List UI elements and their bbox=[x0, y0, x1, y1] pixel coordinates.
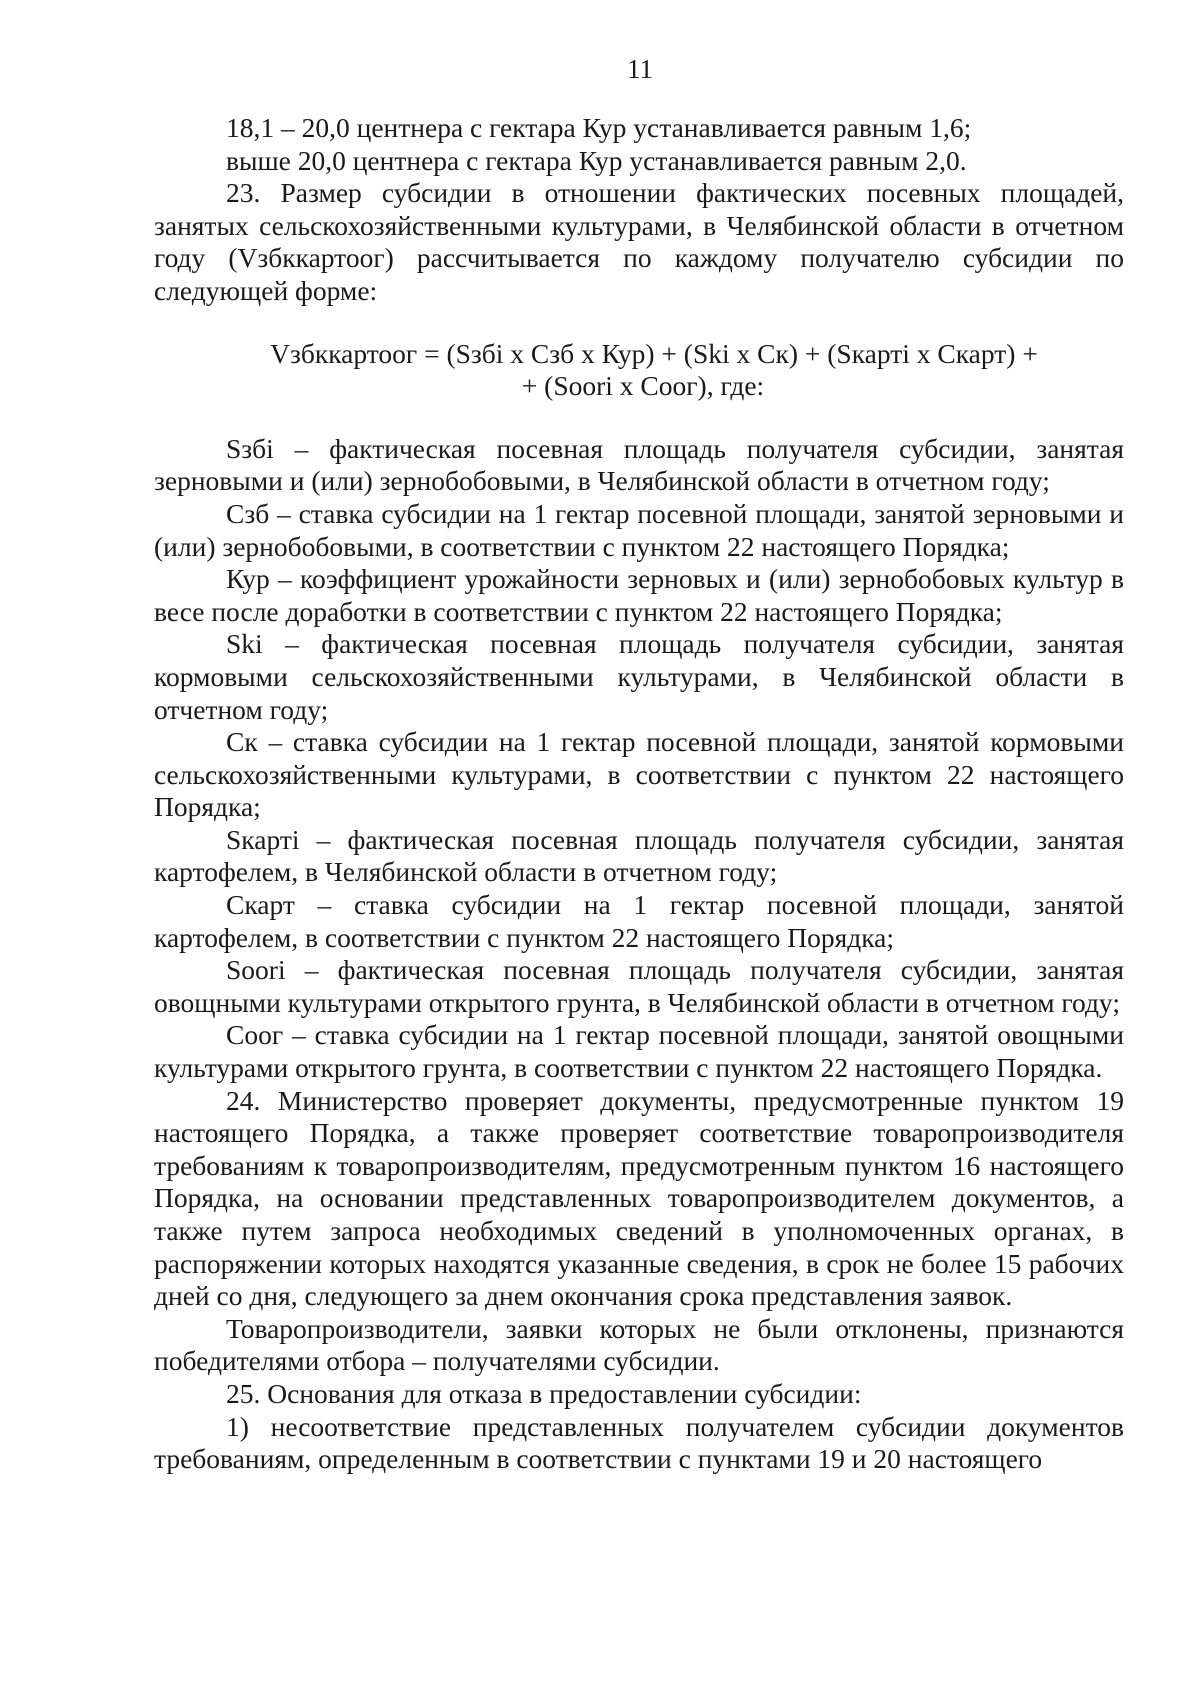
paragraph-winners: Товаропроизводители, заявки которых не были отклонены, признаются победителями отбора – получателями субсидии. bbox=[154, 1312, 1124, 1377]
paragraph-yield-above: выше 20,0 центнера с гектара Кур устанавливается равным 2,0. bbox=[226, 144, 967, 176]
formula-line-1: Vзбккартоог = (Sзбi x Сзб x Кур) + (Skі x Ск) + (Sкартi x Скарт) + bbox=[270, 337, 1038, 369]
paragraph-24: 24. Министерство проверяет документы, предусмотренные пунктом 19 настоящего Порядка, а также проверяет соответствие товаропроизводителя требованиям к товаропроизводителям, предусмотренным пунктом 16 настоящего Порядка, на основании представленных товаропроизводителем документов, а также путем запроса необходимых сведений в уполномоченных органах, в распоряжении которых находятся указанные сведения, в срок не более 15 рабочих дней со дня, следующего за днем окончания срока представления заявок. bbox=[154, 1084, 1124, 1312]
paragraph-23: 23. Размер субсидии в отношении фактических посевных площадей, занятых сельскохозяйственными культурами, в Челябинской области в отчетном году (Vзбккартоог) рассчитывается по каждому получателю субсидии по следующей форме: bbox=[154, 177, 1124, 306]
paragraph-25-item-1: 1) несоответствие представленных получателем субсидии документов требованиям, определенным в соответствии с пунктами 19 и 20 настоящего bbox=[154, 1410, 1124, 1475]
page-number: 11 bbox=[627, 54, 653, 84]
subsidy-formula bbox=[154, 338, 1124, 403]
definition-soog: Соог – ставка субсидии на 1 гектар посевной площади, занятой овощными культурами открытого грунта, в соответствии с пунктом 22 настоящего Порядка. bbox=[154, 1019, 1124, 1084]
definition-ski: Skі – фактическая посевная площадь получателя субсидии, занятая кормовыми сельскохозяйственными культурами, в Челябинской области в отчетном году; bbox=[154, 628, 1124, 725]
definition-skart: Скарт – ставка субсидии на 1 гектар посевной площади, занятой картофелем, в соответствии с пунктом 22 настоящего Порядка; bbox=[154, 889, 1124, 953]
paragraph-25: 25. Основания для отказа в предоставлении субсидии: bbox=[226, 1377, 862, 1409]
formula-line-2: + (Soorі x Соог), где: bbox=[521, 370, 765, 402]
document-body bbox=[154, 112, 1124, 1476]
definition-szb: Сзб – ставка субсидии на 1 гектар посевной площади, занятой зерновыми и (или) зернобобовыми, в соответствии с пунктом 22 настоящего Порядка; bbox=[154, 497, 1124, 562]
definition-soori: Soorі – фактическая посевная площадь получателя субсидии, занятая овощными культурами открытого грунта, в Челябинской области в отчетном году; bbox=[154, 954, 1124, 1018]
definition-kur: Кур – коэффициент урожайности зерновых и (или) зернобобовых культур в весе после доработки в соответствии с пунктом 22 настоящего Порядка; bbox=[154, 563, 1124, 627]
definition-sk: Ск – ставка субсидии на 1 гектар посевной площади, занятой кормовыми сельскохозяйственными культурами, в соответствии с пунктом 22 настоящего Порядка; bbox=[154, 726, 1124, 823]
paragraph-yield-range: 18,1 – 20,0 центнера с гектара Кур устанавливается равным 1,6; bbox=[226, 112, 972, 143]
definition-skarti: Sкартi – фактическая посевная площадь получателя субсидии, занятая картофелем, в Челябинской области в отчетном году; bbox=[154, 823, 1124, 888]
definition-szbi: Sзбі – фактическая посевная площадь получателя субсидии, занятая зерновыми и (или) зернобобовыми, в Челябинской области в отчетном году; bbox=[154, 432, 1124, 497]
